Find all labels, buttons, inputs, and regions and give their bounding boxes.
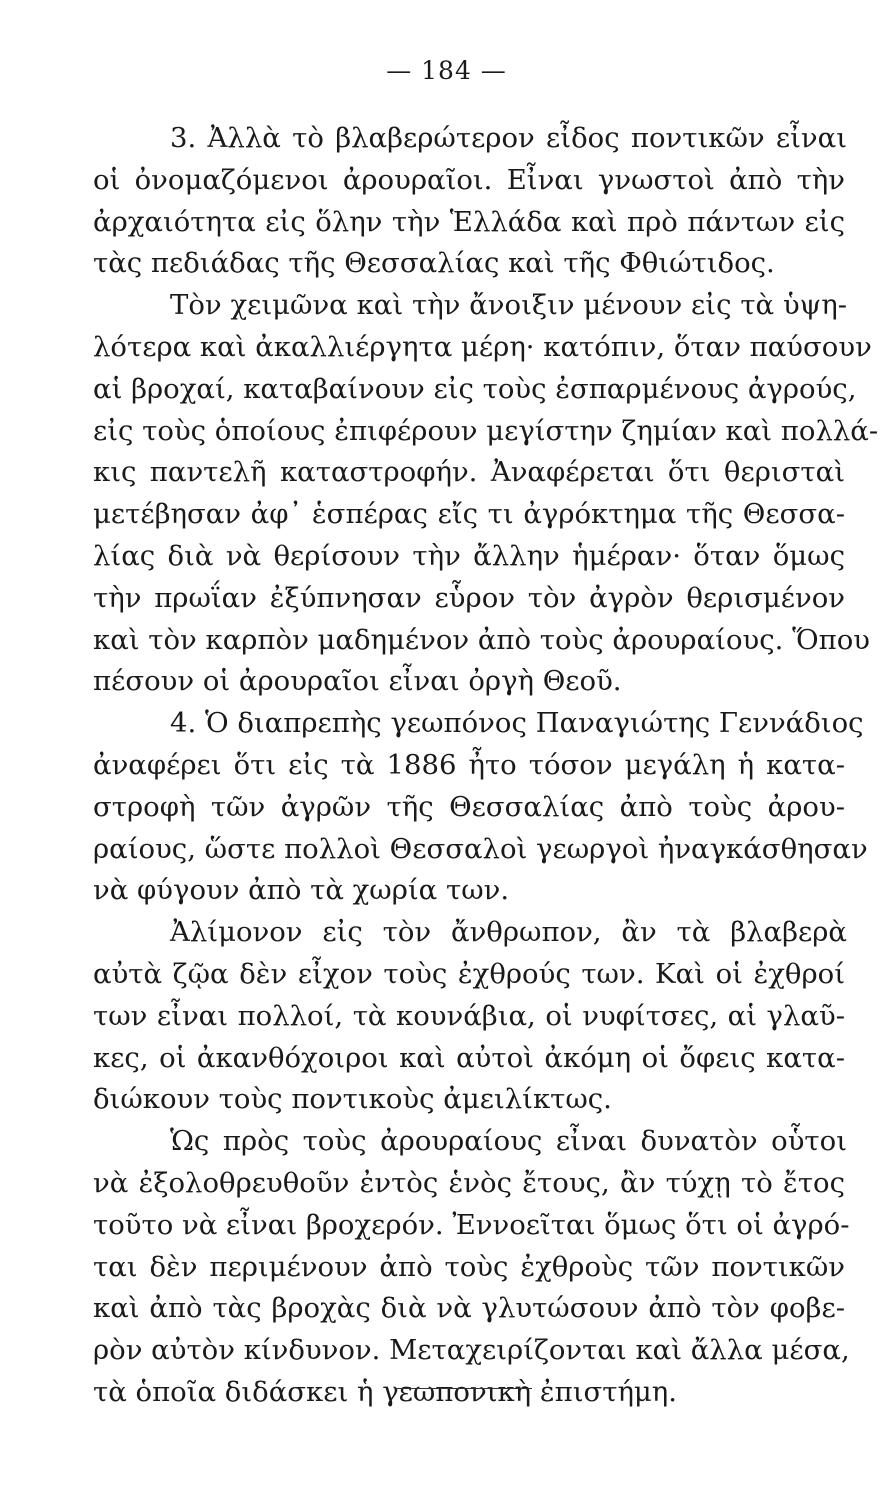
text-line: ρὸν αὐτὸν κίνδυνον. Μεταχειρίζονται καὶ ἄλλα μέσα, <box>93 1334 850 1366</box>
text-line: ἀρχαιότητα εἰς ὅλην τὴν Ἑλλάδα καὶ πρὸ πάντων εἰς <box>93 206 845 238</box>
text-line: τὰ ὁποῖα διδάσκει ἡ γεωπονικὴ ἐπιστήμη. <box>93 1376 678 1408</box>
text-line: τὰς πεδιάδας τῆς Θεσσαλίας καὶ τῆς Φθιώτιδος. <box>93 247 775 279</box>
text-line: καὶ ἀπὸ τὰς βροχὰς διὰ νὰ γλυτώσουν ἀπὸ τὸν φοβε- <box>93 1292 845 1324</box>
text-line: εἰς τοὺς ὁποίους ἐπιφέρουν μεγίστην ζημίαν καὶ πολλά- <box>93 415 879 447</box>
text-line: Ἀλίμονον εἰς τὸν ἄνθρωπον, ἂν τὰ βλαβερὰ <box>170 916 847 948</box>
text-line: στροφὴ τῶν ἀγρῶν τῆς Θεσσαλίας ἀπὸ τοὺς ἀρου- <box>93 791 845 823</box>
text-line: Ὡς πρὸς τοὺς ἀρουραίους εἶναι δυνατὸν οὗτοι <box>170 1125 847 1157</box>
text-line: Τὸν χειμῶνα καὶ τὴν ἄνοιξιν μένουν εἰς τὰ ὑψη- <box>170 289 847 321</box>
text-line: τὴν πρωΐαν ἐξύπνησαν εὗρον τὸν ἀγρὸν θερισμένον <box>93 582 845 614</box>
text-line: πέσουν οἱ ἀρουραῖοι εἶναι ὀργὴ Θεοῦ. <box>93 665 622 697</box>
page-number: — 184 — <box>386 56 507 85</box>
text-line: κις παντελῆ καταστροφήν. Ἀναφέρεται ὅτι θερισταὶ <box>93 456 845 488</box>
text-line: νὰ φύγουν ἀπὸ τὰ χωρία των. <box>93 874 510 906</box>
text-line: νὰ ἐξολοθρευθοῦν ἐντὸς ἑνὸς ἔτους, ἂν τύχῃ τὸ ἔτος <box>93 1167 845 1199</box>
text-line: ραίους, ὥστε πολλοὶ Θεσσαλοὶ γεωργοὶ ἠναγκάσθησαν <box>93 833 868 865</box>
text-line: λίας διὰ νὰ θερίσουν τὴν ἄλλην ἡμέραν· ὅταν ὅμως <box>93 540 845 572</box>
text-line: τοῦτο νὰ εἶναι βροχερόν. Ἐννοεῖται ὅμως ὅτι οἱ ἀγρό- <box>93 1209 850 1241</box>
text-line: 3. Ἀλλὰ τὸ βλαβερώτερον εἶδος ποντικῶν εἶναι <box>170 122 847 154</box>
text-line: μετέβησαν ἀφ᾽ ἑσπέρας εἴς τι ἀγρόκτημα τῆς Θεσσα- <box>93 498 845 530</box>
text-line: λότερα καὶ ἀκαλλιέργητα μέρη· κατόπιν, ὅταν παύσουν <box>93 331 872 363</box>
text-line: αὐτὰ ζῷα δὲν εἶχον τοὺς ἐχθρούς των. Καὶ οἱ ἐχθροί <box>93 958 845 990</box>
text-line: ται δὲν περιμένουν ἀπὸ τοὺς ἐχθροὺς τῶν ποντικῶν <box>93 1251 845 1283</box>
text-line: ἀναφέρει ὅτι εἰς τὰ 1886 ἦτο τόσον μεγάλη ἡ κατα- <box>93 749 845 781</box>
text-line: αἱ βροχαί, καταβαίνουν εἰς τοὺς ἐσπαρμένους ἀγρούς, <box>93 373 857 405</box>
text-line: των εἶναι πολλοί, τὰ κουνάβια, οἱ νυφίτσες, αἱ γλαῦ- <box>93 1000 845 1032</box>
text-line: οἱ ὀνομαζόμενοι ἀρουραῖοι. Εἶναι γνωστοὶ ἀπὸ τὴν <box>93 164 845 196</box>
footer-rule <box>397 1388 532 1389</box>
text-line: 4. Ὁ διαπρεπὴς γεωπόνος Παναγιώτης Γεννάδιος <box>170 707 864 739</box>
text-line: κες, οἱ ἀκανθόχοιροι καὶ αὐτοὶ ἀκόμη οἱ ὄφεις κατα- <box>93 1042 845 1074</box>
text-line: καὶ τὸν καρπὸν μαδημένον ἀπὸ τοὺς ἀρουραίους. Ὅπου <box>93 624 870 656</box>
text-line: διώκουν τοὺς ποντικοὺς ἀμειλίκτως. <box>93 1083 612 1115</box>
